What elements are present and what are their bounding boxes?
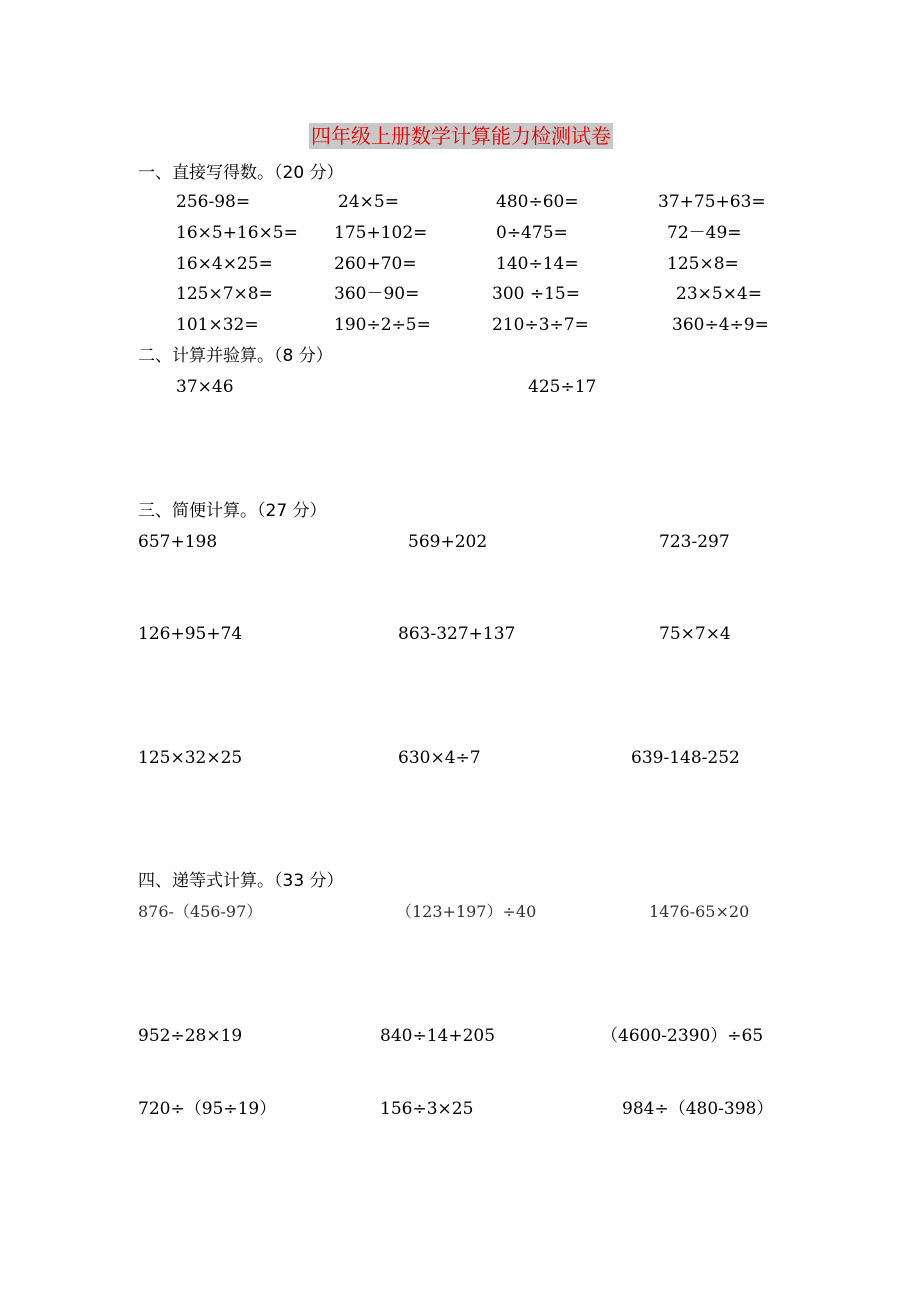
problem: 360－90= xyxy=(334,284,420,304)
section-1-heading: 一、直接写得数。（20 分） xyxy=(138,163,344,183)
problem: （4600-2390）÷65 xyxy=(601,1026,764,1046)
problem: 720÷（95÷19） xyxy=(138,1099,277,1119)
section-4-heading: 四、递等式计算。（33 分） xyxy=(138,871,344,891)
problem: 1476-65×20 xyxy=(649,902,750,921)
problem: 657+198 xyxy=(138,532,218,552)
page-title: 四年级上册数学计算能力检测试卷 xyxy=(311,124,611,148)
problem: 125×8= xyxy=(667,254,739,274)
section-3-heading: 三、简便计算。（27 分） xyxy=(138,501,327,521)
problem: 125×32×25 xyxy=(138,748,243,768)
problem: 840÷14+205 xyxy=(380,1026,496,1046)
problem: 723-297 xyxy=(659,532,730,552)
problem: （123+197）÷40 xyxy=(396,902,537,921)
problem: 425÷17 xyxy=(528,377,597,397)
problem: 630×4÷7 xyxy=(398,748,481,768)
section-2-heading: 二、计算并验算。（8 分） xyxy=(138,346,333,366)
problem: 24×5= xyxy=(338,192,399,212)
problem: 125×7×8= xyxy=(176,284,273,304)
problem: 256-98= xyxy=(176,192,251,212)
problem: 140÷14= xyxy=(496,254,579,274)
problem: 101×32= xyxy=(176,315,259,335)
problem: 260+70= xyxy=(334,254,417,274)
problem: 126+95+74 xyxy=(138,624,243,644)
problem: 480÷60= xyxy=(496,192,579,212)
problem: 23×5×4= xyxy=(676,284,762,304)
problem: 75×7×4 xyxy=(659,624,731,644)
problem: 37×46 xyxy=(176,377,234,397)
problem: 300 ÷15= xyxy=(492,284,580,304)
problem: 876-（456-97） xyxy=(138,902,263,921)
problem: 190÷2÷5= xyxy=(334,315,431,335)
problem: 16×4×25= xyxy=(176,254,273,274)
problem: 639-148-252 xyxy=(631,748,740,768)
problem: 175+102= xyxy=(334,223,428,243)
problem: 156÷3×25 xyxy=(380,1099,474,1119)
problem: 16×5+16×5= xyxy=(176,223,298,243)
problem: 72－49= xyxy=(667,223,742,243)
problem: 984÷（480-398） xyxy=(622,1099,774,1119)
problem: 569+202 xyxy=(408,532,488,552)
problem: 360÷4÷9= xyxy=(672,315,769,335)
problem: 0÷475= xyxy=(496,223,568,243)
problem: 210÷3÷7= xyxy=(492,315,589,335)
problem: 952÷28×19 xyxy=(138,1026,243,1046)
problem: 863-327+137 xyxy=(398,624,516,644)
problem: 37+75+63= xyxy=(658,192,766,212)
